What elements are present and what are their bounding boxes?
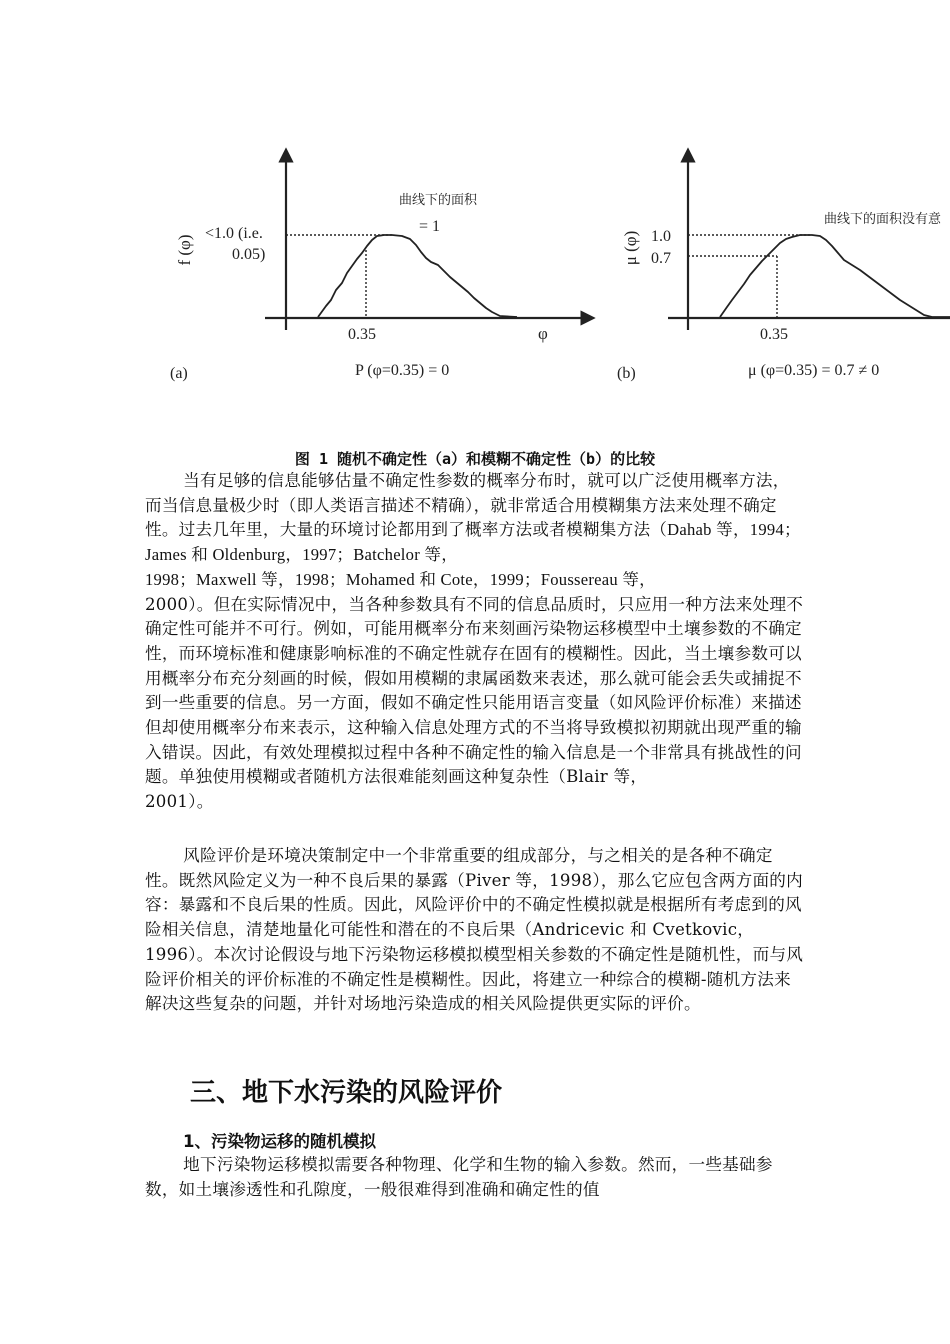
panel-a-formula: P (φ=0.35) = 0 [355,362,450,379]
panel-a-x-axis-label: φ [538,324,548,343]
paragraph-3-text: 地下污染物运移模拟需要各种物理、化学和生物的输入参数。然而，一些基础参数，如土壤渗透性和孔隙度，一般很难得到准确和确定性的值 [145,1155,773,1199]
paragraph-1-text-a: 当有足够的信息能够估量不确定性参数的概率分布时，就可以广泛使用概率方法，而当信息量极少时（即人类语言描述不精确），就非常适合用模糊集方法来处理不确定性。过去几年里，大量的环境讨论都用到了概率方法或者模糊集方法（ [145,471,790,540]
panel-a-area-note-line1: 曲线下的面积 [399,193,478,208]
panel-b-x-tick-label: 0.35 [760,326,788,343]
panel-a [170,155,588,382]
paragraph-1 [145,469,805,815]
panel-a-y-value-label-line2: 0.05) [232,246,266,263]
panel-b-area-note: 曲线下的面积没有意 [824,212,942,227]
panel-a-label: (a) [170,365,188,382]
paragraph-3 [145,1153,805,1202]
paragraph-2-text: 风险评价是环境决策制定中一个非常重要的组成部分，与之相关的是各种不确定性。既然风险定义为一种不良后果的暴露（Piver 等，1998），那么它应包含两方面的内容：暴露和不良后果的性质。因此，风险评价中的不确定性模拟就是根据所有考虑到的风险相关信息，清楚地量化可能性和潜在的不良后果（Andricevic 和 Cvetkovic，1996）。本次讨论假设与地下污染物运移模拟模型相关参数的不确定性是随机性，而与风险评价相关的评价标准的不确定性是模糊性。因此，将建立一种综合的模糊-随机方法来解决这些复杂的问题，并针对场地污染造成的相关风险提供更实际的评价。 [145,846,804,1014]
panel-b-y-tick-mid: 0.7 [651,250,671,267]
panel-b-y-axis-label: μ (φ) [621,230,640,266]
panel-a-area-note-line2: = 1 [419,218,441,235]
uncertainty-comparison-figure [0,140,950,400]
panel-a-y-axis-label: f (φ) [175,234,194,266]
subsection-title: 1、污染物运移的随机模拟 [183,1132,376,1151]
paragraph-1-citation-b: 1998；Maxwell 等，1998；Mohamed 和 Cote，1999；Foussereau 等， [145,569,657,589]
paragraph-1-text-b: 2000）。但在实际情况中，当各种参数具有不同的信息品质时，只应用一种方法来处理不确定性可能并不可行。例如，可能用概率分布来刻画污染物运移模型中土壤参数的不确定性，而环境标准和健康影响标准的不确定性就存在固有的模糊性。因此，当土壤参数可以用概率分布充分刻画的时候，假如用模糊的隶属函数来表述，那么就可能会丢失或捕捉不到一些重要的信息。另一方面，假如不确定性只能用语言变量（如风险评价标准）来描述但却使用概率分布来表示，这种输入信息处理方式的不当将导致模拟初期就出现严重的输入错误。因此，有效处理模拟过程中各种不确定性的输入信息是一个非常具有挑战性的问题。单独使用模糊或者随机方法很难能刻画这种复杂性（Blair 等， [145,594,804,787]
paragraph-1-text-c: 2001）。 [145,792,214,812]
paragraph-2 [145,844,805,1017]
panel-b-formula: μ (φ=0.35) = 0.7 ≠ 0 [748,362,880,379]
panel-a-y-value-label-line1: <1.0 (i.e. [205,225,263,242]
panel-b-membership-curve [720,235,950,317]
section-title: 三、地下水污染的风险评价 [190,1078,503,1108]
paragraph-1-citation-a: Dahab 等，1994；James 和 Oldenburg，1997；Batchelor 等， [145,520,801,565]
panel-b [617,155,950,382]
panel-a-x-tick-label: 0.35 [348,326,376,343]
panel-b-label: (b) [617,365,636,382]
figure-caption: 图 1 随机不确定性（a）和模糊不确定性（b）的比较 [294,450,656,468]
panel-b-y-tick-top: 1.0 [651,228,671,245]
panel-a-density-curve [318,235,517,317]
